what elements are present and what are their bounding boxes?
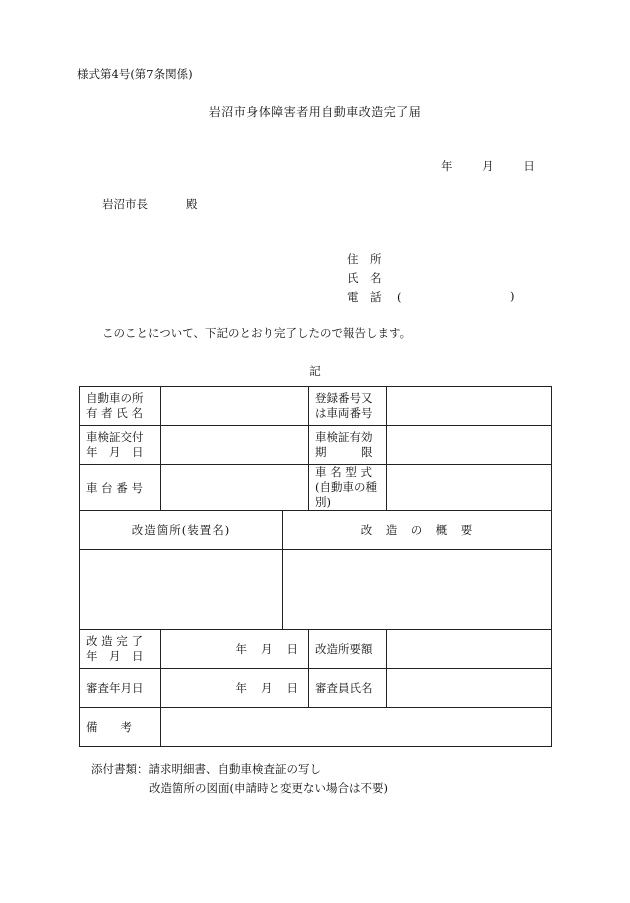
- vehicle-model-label: 車 名 型 式 (自動車の種別): [309, 465, 387, 511]
- owner-name-field[interactable]: [161, 387, 309, 426]
- modification-overview-field[interactable]: [283, 550, 552, 630]
- table-row: [80, 465, 552, 511]
- submission-date: [441, 158, 535, 174]
- applicant-phone: [347, 289, 402, 305]
- table-row: [80, 426, 552, 465]
- chassis-number-field[interactable]: [161, 465, 309, 511]
- addressee: [102, 196, 198, 212]
- table-row: [80, 630, 552, 669]
- modification-cost-field[interactable]: [387, 630, 552, 669]
- table-row: [80, 550, 552, 630]
- attachments-line-2: 改造箇所の図面(申請時と変更ない場合は不要): [149, 781, 388, 795]
- review-date-field[interactable]: 年 月 日: [161, 669, 309, 708]
- vehicle-model-field[interactable]: [387, 465, 552, 511]
- inspection-issue-date-field[interactable]: [161, 426, 309, 465]
- phone-paren-open: (: [397, 290, 402, 304]
- table-row: [80, 708, 552, 747]
- reviewer-name-field[interactable]: [387, 669, 552, 708]
- modified-part-field[interactable]: [80, 550, 283, 630]
- chassis-number-label: 車 台 番 号: [80, 465, 161, 511]
- date-month-label: 月: [482, 159, 494, 173]
- address-label: 住 所: [347, 252, 382, 266]
- ki-heading: 記: [309, 364, 321, 378]
- name-label: 氏 名: [347, 271, 382, 285]
- phone-paren-close: ): [510, 289, 515, 303]
- modified-part-header: 改造箇所(装置名): [80, 511, 283, 550]
- date-year-label: 年: [441, 159, 453, 173]
- form-number: 様式第4号(第7条関係): [77, 67, 193, 81]
- registration-number-field[interactable]: [387, 387, 552, 426]
- modification-cost-label: 改造所要額: [309, 630, 387, 669]
- modification-table: [79, 386, 552, 747]
- addressee-honorific: 殿: [186, 197, 198, 211]
- document-title: 岩沼市身体障害者用自動車改造完了届: [208, 105, 422, 119]
- modification-overview-header: 改 造 の 概 要: [283, 511, 552, 550]
- phone-label: 電 話: [347, 290, 382, 304]
- addressee-name: 岩沼市長: [102, 197, 148, 211]
- completion-date-field[interactable]: 年 月 日: [161, 630, 309, 669]
- remarks-label: 備 考: [80, 708, 161, 747]
- inspection-validity-label: 車検証有効 期 限: [309, 426, 387, 465]
- reviewer-name-label: 審査員氏名: [309, 669, 387, 708]
- registration-number-label: 登録番号又 は車両番号: [309, 387, 387, 426]
- attachments-line-1: 添付書類：請求明細書、自動車検査証の写し: [91, 762, 321, 776]
- owner-name-label: 自動車の所 有 者 氏 名: [80, 387, 161, 426]
- remarks-field[interactable]: [161, 708, 552, 747]
- applicant-name: [347, 270, 397, 286]
- completion-date-label: 改 造 完 了 年 月 日: [80, 630, 161, 669]
- table-row: [80, 387, 552, 426]
- table-row: [80, 669, 552, 708]
- table-row: [80, 511, 552, 550]
- report-statement: このことについて、下記のとおり完了したので報告します。: [102, 326, 412, 340]
- inspection-validity-field[interactable]: [387, 426, 552, 465]
- inspection-issue-date-label: 車検証交付 年 月 日: [80, 426, 161, 465]
- review-date-label: 審査年月日: [80, 669, 161, 708]
- applicant-address: [347, 251, 397, 267]
- date-day-label: 日: [523, 159, 535, 173]
